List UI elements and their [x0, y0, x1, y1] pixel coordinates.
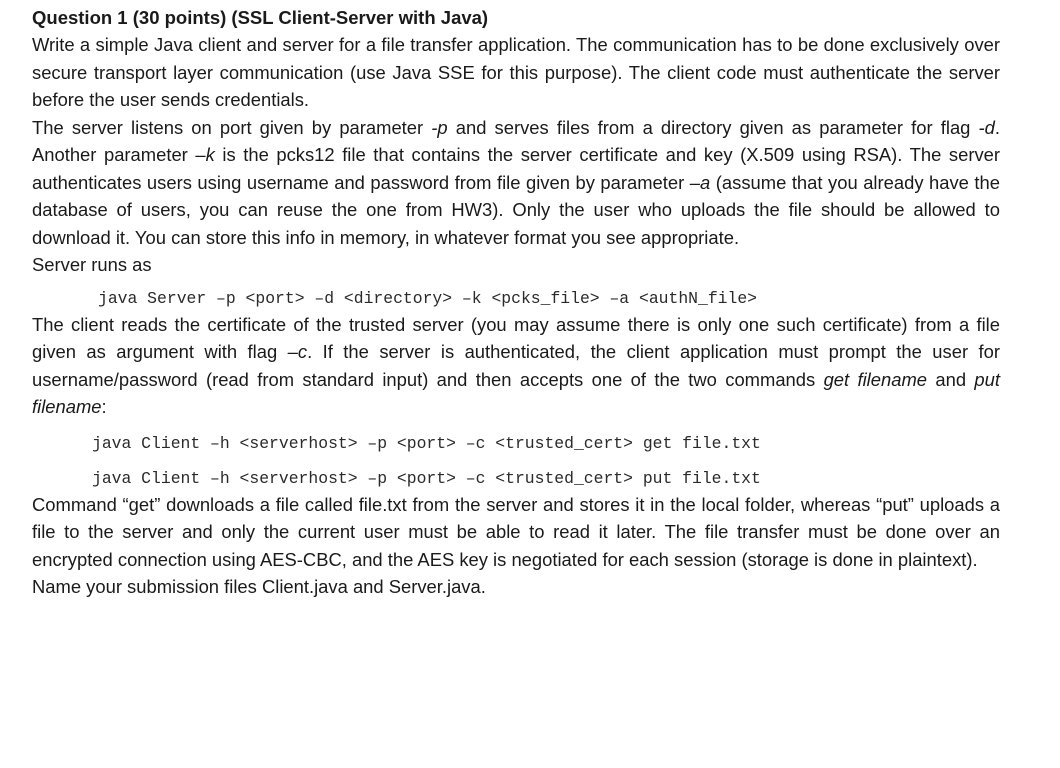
text-segment: . If the server is authenticated, the client application must prompt the user for username/password (read from standard input) and then accepts one of the two commands: [32, 341, 1000, 390]
client-put-command-code: java Client –h <serverhost> –p <port> –c <trusted_cert> put file.txt: [92, 468, 761, 488]
flag-p: -p: [431, 116, 448, 138]
document-page: [32, 0, 1000, 601]
flag-c: –c: [287, 341, 308, 362]
flag-a: –a: [689, 171, 711, 193]
text-segment: . Another parameter: [32, 116, 1001, 165]
text-segment: (assume that you already have the database of users, you can reuse the one from HW3). Only the user who uploads the file should be allowed to download it. You can store this info in memory, in whatever format you see appropriate.: [32, 171, 1001, 248]
commands-explanation-paragraph: Command “get” downloads a file called file.txt from the server and stores it in the local folder, whereas “put” uploads a file to the server and only the current user must be able to read it later. The file transfer must be done over an encrypted connection using AES-CBC, and the AES key is negotiated for each session (storage is done in plaintext).: [32, 493, 1000, 570]
intro-paragraph: Write a simple Java client and server for a file transfer application. The communication has to be done exclusively over secure transport layer communication (use Java SSE for this purpose). The client code must authenticate the server before the user sends credentials.: [32, 34, 1000, 110]
text-segment: and: [927, 368, 975, 390]
text-segment: The server listens on port given by parameter: [32, 116, 432, 138]
text-segment: :: [101, 396, 107, 417]
command-put: put filename: [32, 368, 1000, 417]
text-segment: is the pcks12 file that contains the server certificate and key (X.509 using RSA). The server authenticates users using username and password from file given by parameter: [32, 144, 1000, 193]
server-command-code: java Server –p <port> –d <directory> –k <pcks_file> –a <authN_file>: [98, 288, 758, 308]
flag-d: -d: [978, 116, 995, 138]
flag-k: –k: [195, 144, 215, 165]
command-get: get filename: [823, 368, 928, 390]
server-runs-as-label: Server runs as: [32, 254, 152, 275]
text-segment: The client reads the certificate of the trusted server (you may assume there is only one such certificate) from a file given as argument with flag: [32, 313, 1000, 362]
client-description-paragraph: [32, 311, 1000, 421]
server-description-paragraph: [32, 114, 1000, 252]
submission-note-paragraph: Name your submission files Client.java and Server.java.: [32, 576, 486, 597]
client-get-command-code: java Client –h <serverhost> –p <port> –c <trusted_cert> get file.txt: [92, 433, 761, 453]
question-title: Question 1 (30 points) (SSL Client-Server with Java): [32, 7, 489, 28]
text-segment: and serves files from a directory given as parameter for flag: [447, 116, 979, 138]
